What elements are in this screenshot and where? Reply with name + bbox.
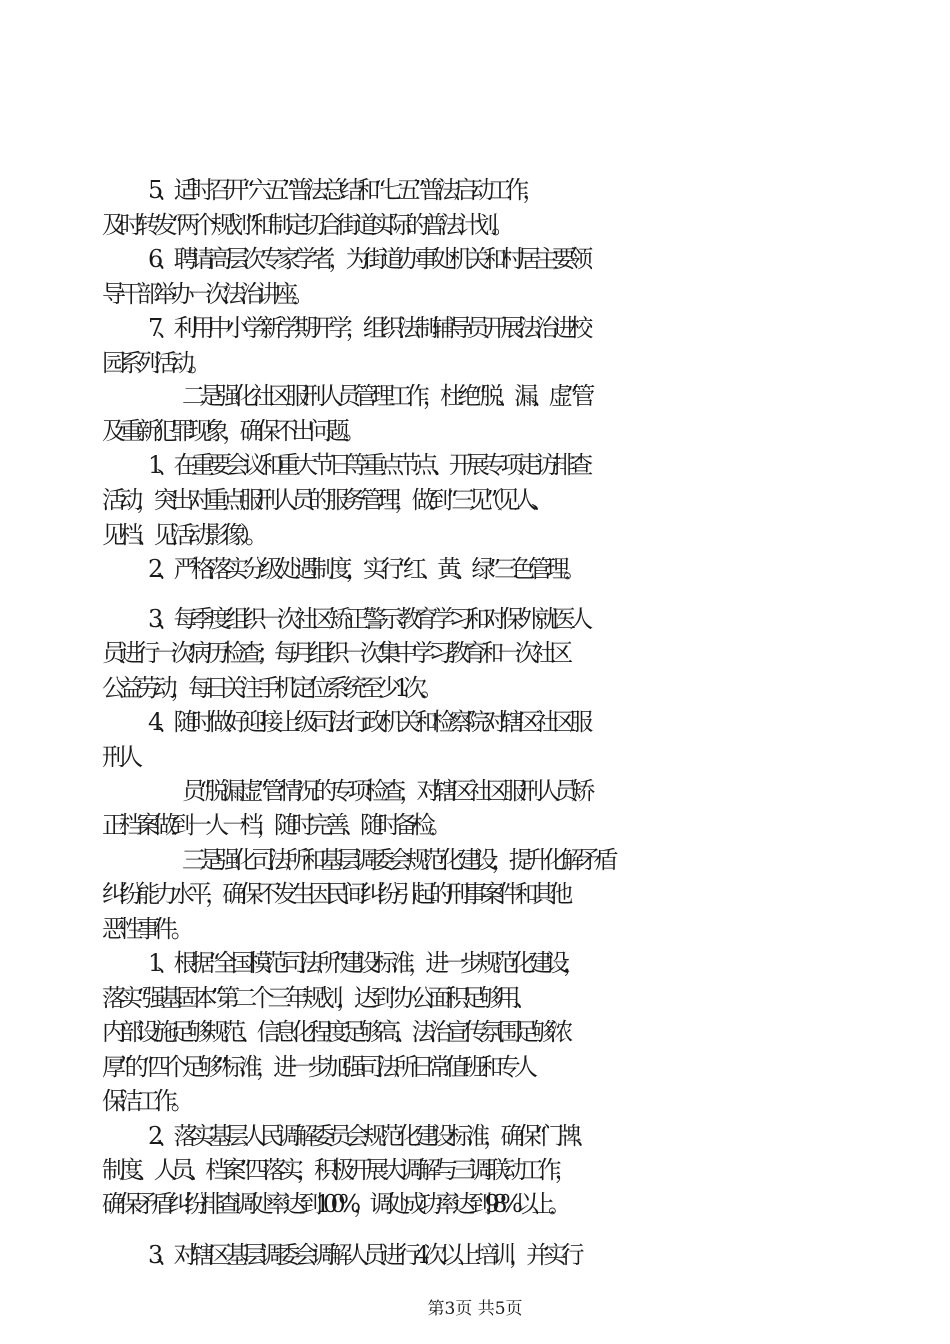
text-line: 园系列活动。: [102, 349, 206, 377]
text-line: 确保矛盾纠纷排查调处率达到100%，调处成功率达到98%以上。: [102, 1190, 565, 1218]
text-line: 公益劳动，每日关注手机定位系统至少1次。: [102, 674, 438, 702]
text-line: 及重新犯罪现象，确保不出问题。: [102, 417, 360, 445]
text-line: 厚”的“四个足够”标准，进一步加强司法所日常值班和专人: [102, 1053, 532, 1081]
text-line: 员“脱漏虚”管情况的专项检查，对辖区社区服刑人员矫: [182, 777, 589, 805]
text-line: 1、在重要会议和重大节日等重点节点、开展专项走访排查: [148, 451, 587, 479]
text-line: 1、根据“全国模范司法所”建设标准，进一步规范化建设，: [148, 949, 581, 977]
text-line: 三是强化司法所和基层调委会规范化建设，提升化解矛盾: [182, 846, 612, 874]
text-line: 刑人: [102, 743, 137, 771]
text-line: 恶性事件。: [102, 915, 188, 943]
text-line: 4、随时做好迎接上级司法行政机关和检察院对辖区社区服: [148, 708, 587, 736]
text-line: 保洁工作。: [102, 1087, 188, 1115]
text-line: 正档案做到一人一档，随时完善、随时备检。: [102, 811, 446, 839]
text-line: 5、适时召开“六五”普法总结和“七五”普法启动工作，: [148, 176, 540, 204]
text-line: 6、聘请高层次专家学者，为街道办事处机关和村居主要领: [148, 245, 587, 273]
text-line: 及时转发“两个规划”和制定切合街道实际的普法计划。: [102, 211, 509, 239]
text-line: 员进行一次病历检查；每月组织一次集中学习教育和一次社区: [102, 639, 567, 667]
text-line: 3、对辖区基层调委会调解人员进行4次以上培训，并实行: [148, 1241, 578, 1269]
text-line: 7、利用中小学新学期开学，组织法制辅导员开展法治进校: [148, 314, 587, 342]
text-line: 落实“强基固本”第二个三年规划，达到“办公面积足够用、: [102, 984, 532, 1012]
text-line: 3、每季度组织一次社区矫正警示教育学习和对保外就医人: [148, 605, 587, 633]
text-line: 纠纷能力水平，确保不发生因民间纠纷引起的刑事案件和其他: [102, 880, 567, 908]
text-line: 二是强化社区服刑人员管理工作，杜绝“脱、漏、虚”管: [182, 382, 589, 410]
text-line: 内部设施足够规范、信息化程度足够高、法治宣传氛围足够浓: [102, 1018, 567, 1046]
text-line: 2、严格落实分级处遇制度，实行“红、黄、绿”三色管理。: [148, 555, 581, 583]
page-number-footer: 第3页 共5页: [427, 1299, 523, 1319]
text-line: 见档、见活动影像）。: [102, 521, 262, 549]
text-line: 制度、人员、档案”四落实，积极开展大调解与三调联动工作，: [102, 1156, 572, 1184]
text-line: 2、落实基层人民调解委员会规范化建设标准，确保“门牌、: [148, 1122, 592, 1150]
text-line: 活动，突出对重点服刑人员的服务管理，做到“三见”（见人、: [102, 486, 549, 514]
text-line: 导干部举办一次法治讲座。: [102, 280, 309, 308]
